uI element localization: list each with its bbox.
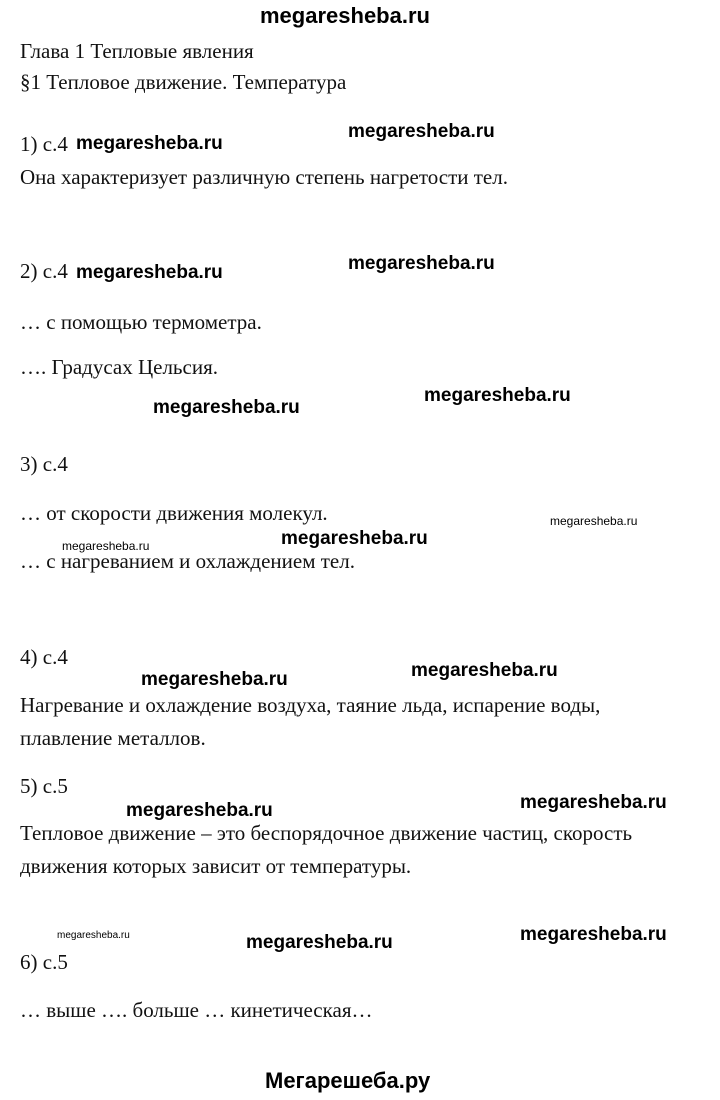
answer-label: 3) с.4: [20, 452, 68, 476]
answer-line: Тепловое движение – это беспорядочное движение частиц, скорость: [20, 821, 633, 845]
header-watermark: megaresheba.ru: [260, 3, 430, 28]
answer-label: 4) с.4: [20, 645, 68, 669]
section-title: §1 Тепловое движение. Температура: [20, 70, 347, 94]
answer-line: движения которых зависит от температуры.: [20, 854, 412, 878]
watermark: megaresheba.ru: [520, 792, 667, 813]
answer-line: … с помощью термометра.: [20, 310, 262, 334]
watermark: megaresheba.ru: [126, 800, 273, 821]
watermark: megaresheba.ru: [520, 924, 667, 945]
watermark: megaresheba.ru: [424, 385, 571, 406]
watermark: megaresheba.ru: [348, 253, 495, 274]
watermark: megaresheba.ru: [281, 528, 428, 549]
watermark: megaresheba.ru: [153, 397, 300, 418]
answer-line: плавление металлов.: [20, 726, 206, 750]
answer-label: 6) с.5: [20, 950, 68, 974]
answer-line: Она характеризует различную степень нагретости тел.: [20, 165, 508, 189]
answer-line: …. Градусах Цельсия.: [20, 355, 218, 379]
watermark: megaresheba.ru: [76, 133, 223, 154]
watermark: megaresheba.ru: [57, 930, 130, 941]
answer-line: … от скорости движения молекул.: [20, 501, 328, 525]
chapter-title: Глава 1 Тепловые явления: [20, 39, 254, 63]
watermark: megaresheba.ru: [348, 121, 495, 142]
answer-label: 2) с.4: [20, 259, 68, 283]
answer-line: Нагревание и охлаждение воздуха, таяние льда, испарение воды,: [20, 693, 601, 717]
watermark: megaresheba.ru: [141, 669, 288, 690]
answer-line: … выше …. больше … кинетическая…: [20, 998, 373, 1022]
watermark: megaresheba.ru: [62, 539, 150, 553]
watermark: megaresheba.ru: [246, 932, 393, 953]
watermark: megaresheba.ru: [76, 262, 223, 283]
watermark: megaresheba.ru: [411, 660, 558, 681]
watermark: megaresheba.ru: [550, 514, 638, 528]
footer-watermark: Мегарешеба.ру: [265, 1068, 431, 1093]
answer-label: 1) с.4: [20, 132, 68, 156]
answer-label: 5) с.5: [20, 774, 68, 798]
answer-line: … с нагреванием и охлаждением тел.: [20, 549, 355, 573]
